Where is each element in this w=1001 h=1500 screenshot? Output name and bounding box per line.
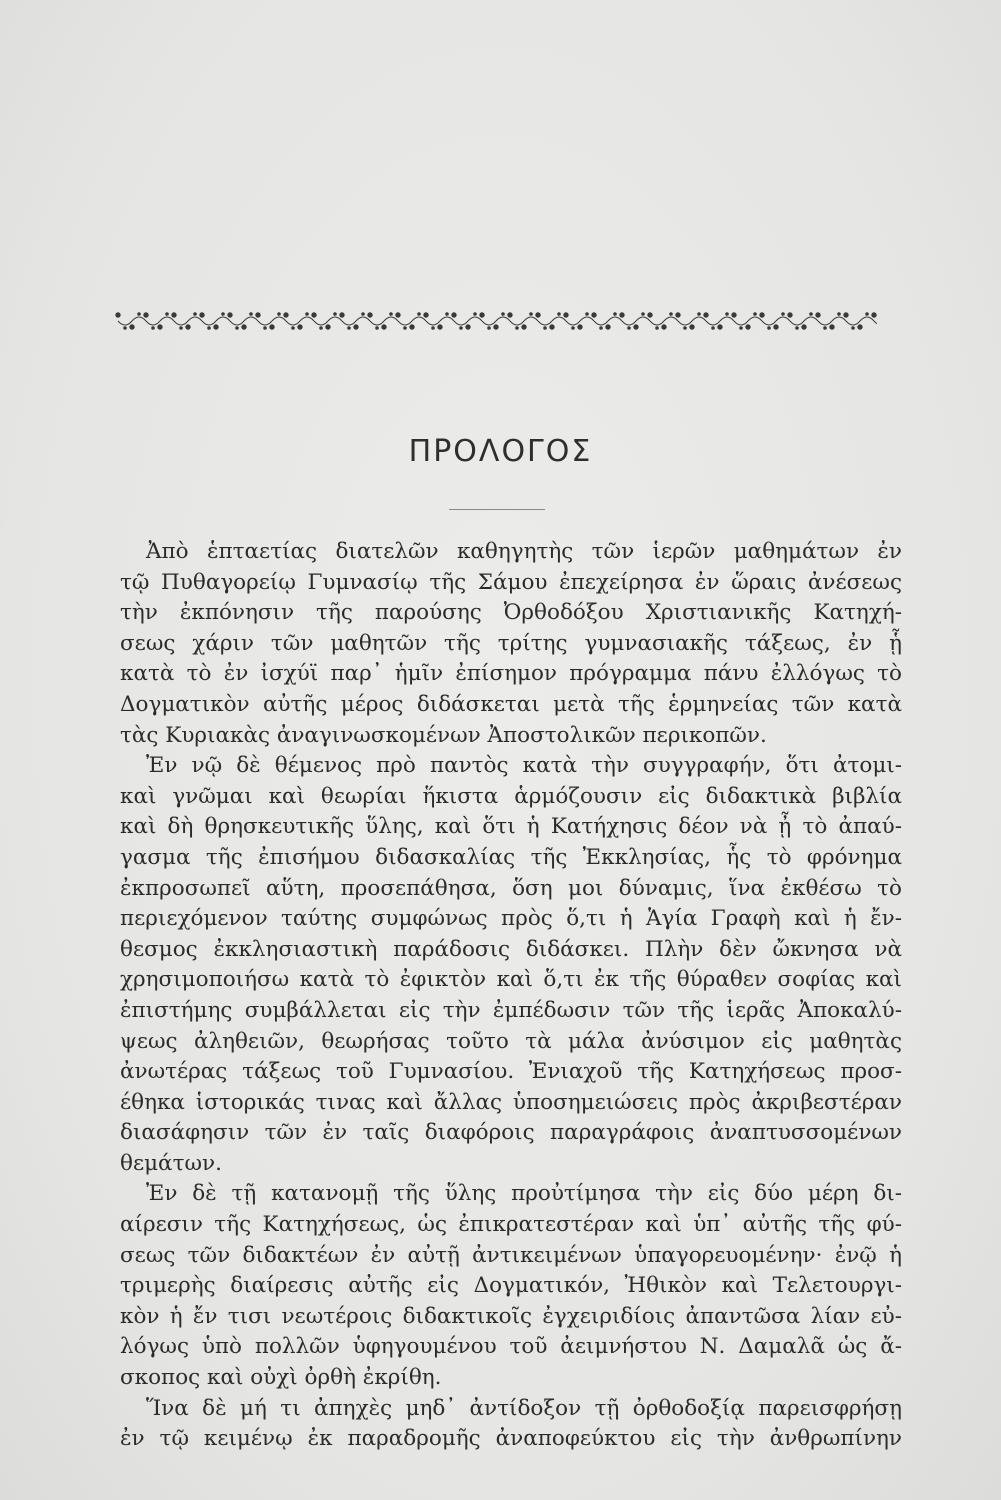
text-line: καὶ γνῶμαι καὶ θεωρίαι ἥκιστα ἁρμόζουσιν εἰς διδακτικὰ βιβλία xyxy=(120,783,902,809)
paragraph-3 xyxy=(120,1179,902,1393)
text-line: Ἐν δὲ τῇ κατανομῇ τῆς ὕλης προὐτίμησα τὴν εἰς δύο μέρη δι- xyxy=(146,1181,902,1207)
text-line: ἐπιστήμης συμβάλλεται εἰς τὴν ἐμπέδωσιν τῶν τῆς ἱερᾶς Ἀποκαλύ- xyxy=(120,997,902,1023)
text-line: τριμερὴς διαίρεσις αὐτῆς εἰς Δογματικόν, Ἠθικὸν καὶ Τελετουργι- xyxy=(120,1273,902,1299)
text-line: σεως τῶν διδακτέων ἐν αὐτῇ ἀντικειμένων ὑπαγορευομένην· ἐνῷ ἡ xyxy=(120,1242,902,1268)
paragraph-4 xyxy=(120,1394,902,1455)
text-line: θεμάτων. xyxy=(120,1150,222,1176)
decorative-border-ornament xyxy=(115,306,877,336)
text-line: θεσμος ἐκκλησιαστικὴ παράδοσις διδάσκει. Πλὴν δὲν ὤκνησα νὰ xyxy=(120,936,902,962)
text-line: κατὰ τὸ ἐν ἰσχύϊ παρ᾽ ἡμῖν ἐπίσημον πρόγραμμα πάνυ ἐλλόγως τὸ xyxy=(120,661,902,687)
text-line: Ἐν νῷ δὲ θέμενος πρὸ παντὸς κατὰ τὴν συγγραφήν, ὅτι ἀτομι- xyxy=(146,753,902,779)
text-line: Ἀπὸ ἑπταετίας διατελῶν καθηγητὴς τῶν ἱερῶν μαθημάτων ἐν xyxy=(146,539,902,564)
text-line: έθηκα ἱστορικάς τινας καὶ ἄλλας ὑποσημειώσεις πρὸς ἀκριβεστέραν xyxy=(120,1089,902,1115)
title-rule xyxy=(449,509,545,510)
text-line: λόγως ὑπὸ πολλῶν ὑφηγουμένου τοῦ ἀειμνήστου Ν. Δαμαλᾶ ὡς ἄ- xyxy=(120,1334,902,1360)
text-line: κὸν ἡ ἔν τισι νεωτέροις διδακτικοῖς ἐγχειριδίοις ἀπαντῶσα λίαν εὐ- xyxy=(120,1303,902,1329)
text-line: γασμα τῆς ἐπισήμου διδασκαλίας τῆς Ἐκκλησίας, ἧς τὸ φρόνημα xyxy=(120,844,902,870)
body-text xyxy=(120,537,902,1455)
text-line: ἐκπροσωπεῖ αὕτη, προσεπάθησα, ὅση μοι δύναμις, ἵνα ἐκθέσω τὸ xyxy=(120,875,902,901)
text-line: περιεχόμενον ταύτης συμφώνως πρὸς ὅ,τι ἡ Ἁγία Γραφὴ καὶ ἡ ἔν- xyxy=(120,906,902,932)
text-line: χρησιμοποιήσω κατὰ τὸ ἐφικτὸν καὶ ὅ,τι ἐκ τῆς θύραθεν σοφίας καὶ xyxy=(120,967,902,993)
text-line: διασάφησιν τῶν ἐν ταῖς διαφόροις παραγράφοις ἀναπτυσσομένων xyxy=(120,1120,902,1146)
text-line: σκοπος καὶ οὐχὶ ὀρθὴ ἐκρίθη. xyxy=(120,1365,442,1391)
text-line: τῷ Πυθαγορείῳ Γυμνασίῳ τῆς Σάμου ἐπεχείρησα ἐν ὥραις ἀνέσεως xyxy=(120,569,902,595)
text-line: ἀνωτέρας τάξεως τοῦ Γυμνασίου. Ἐνιαχοῦ τῆς Κατηχήσεως προσ- xyxy=(120,1059,902,1085)
text-line: ἐν τῷ κειμένῳ ἐκ παραδρομῆς ἀναποφεύκτου εἰς τὴν ἀνθρωπίνην xyxy=(120,1426,902,1452)
text-line: αίρεσιν τῆς Κατηχήσεως, ὡς ἐπικρατεστέραν καὶ ὑπ᾽ αὐτῆς τῆς φύ- xyxy=(120,1212,902,1238)
text-line: Δογματικὸν αὐτῆς μέρος διδάσκεται μετὰ τῆς ἑρμηνείας τῶν κατὰ xyxy=(120,691,902,717)
paragraph-2 xyxy=(120,751,902,1179)
text-line: σεως χάριν τῶν μαθητῶν τῆς τρίτης γυμνασιακῆς τάξεως, ἐν ᾗ xyxy=(120,630,902,656)
text-line: τὴν ἐκπόνησιν τῆς παρούσης Ὀρθοδόξου Χριστιανικῆς Κατηχή- xyxy=(120,600,902,626)
text-line: ψεως ἀληθειῶν, θεωρήσας τοῦτο τὰ μάλα ἀνύσιμον εἰς μαθητὰς xyxy=(120,1028,902,1054)
text-line: Ἵνα δὲ μή τι ἀπηχὲς μηδ᾽ ἀντίδοξον τῇ ὀρθοδοξίᾳ παρεισφρήσῃ xyxy=(146,1395,902,1421)
paragraph-1 xyxy=(120,537,902,751)
page-title: ΠΡΟΛΟΓΟΣ xyxy=(408,434,593,469)
text-line: καὶ δὴ θρησκευτικῆς ὕλης, καὶ ὅτι ἡ Κατήχησις δέον νὰ ᾖ τὸ ἀπαύ- xyxy=(120,814,902,840)
text-line: τὰς Κυριακὰς ἀναγινωσκομένων Ἀποστολικῶν περικοπῶν. xyxy=(120,722,767,748)
